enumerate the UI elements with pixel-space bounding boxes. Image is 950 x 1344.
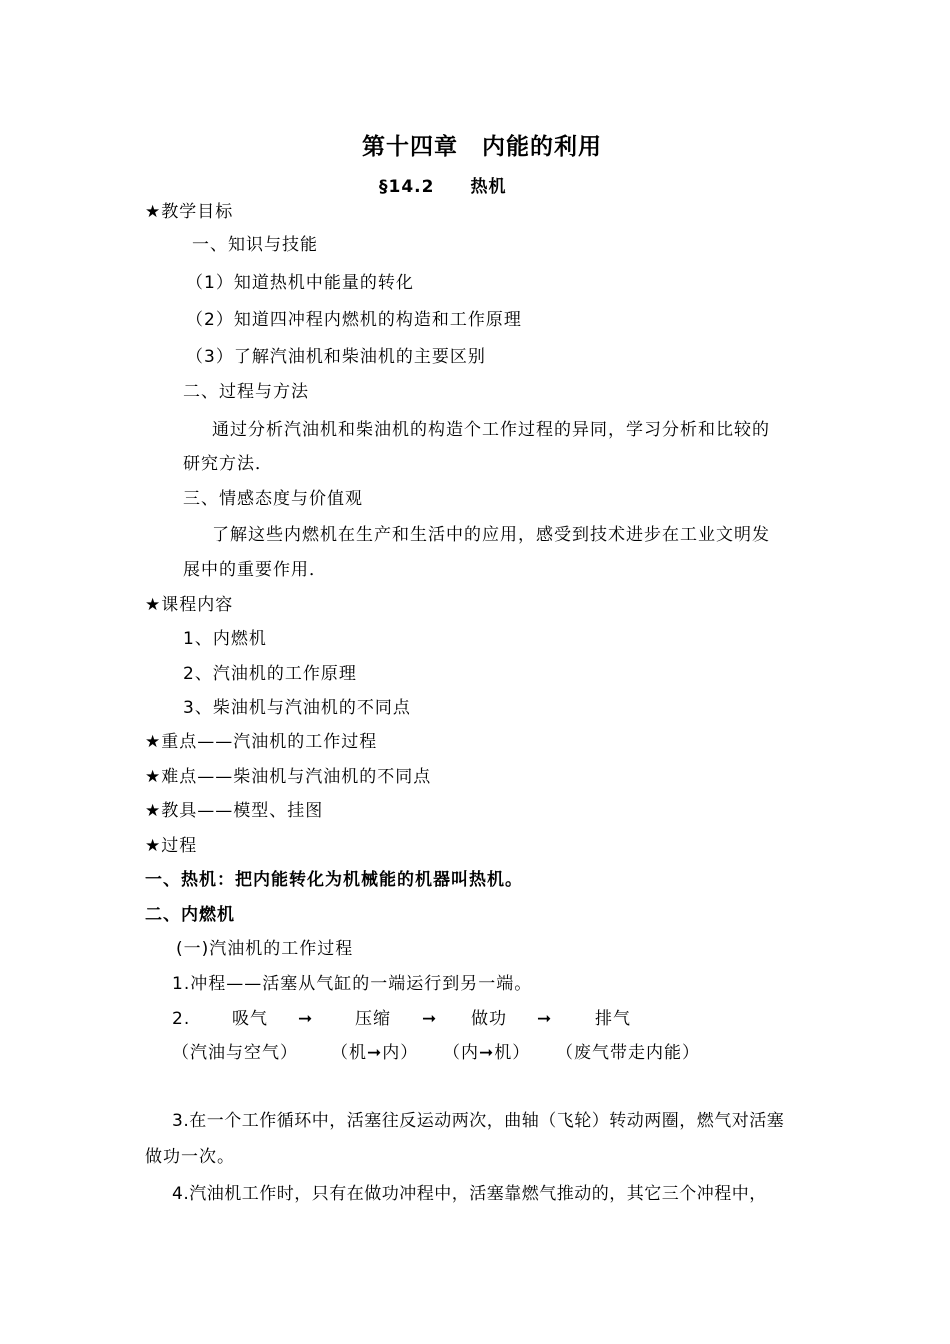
stroke-definition: 1.冲程——活塞从气缸的一端运行到另一端。 (172, 974, 533, 994)
work-cycle-text: 做功一次。 (145, 1147, 235, 1167)
process-method-text: 研究方法． (183, 454, 273, 474)
stroke-flow (0, 1008, 950, 1030)
knowledge-item: （2）知道四冲程内燃机的构造和工作原理 (186, 310, 522, 330)
work-cycle-text: 3.在一个工作循环中，活塞往反运动两次，曲轴（飞轮）转动两圈，燃气对活塞 (172, 1111, 785, 1131)
knowledge-item: （3）了解汽油机和柴油机的主要区别 (186, 347, 486, 367)
stroke-flow-notes (0, 1042, 950, 1064)
power-stroke-text: 4.汽油机工作时，只有在做功冲程中，活塞靠燃气推动的，其它三个冲程中， (172, 1184, 767, 1204)
flow-step: 压缩 (355, 1009, 391, 1029)
process-method-heading: 二、过程与方法 (183, 382, 309, 402)
difficulty: ★难点——柴油机与汽油机的不同点 (145, 767, 432, 787)
arrow-icon: ➞ (298, 1009, 314, 1029)
emotion-text: 了解这些内燃机在生产和生活中的应用，感受到技术进步在工业文明发 (212, 525, 770, 545)
arrow-icon: ➞ (422, 1009, 438, 1029)
flow-step: 做功 (471, 1009, 507, 1029)
content-item: 1、内燃机 (183, 629, 267, 649)
key-point: ★重点——汽油机的工作过程 (145, 732, 378, 752)
subsection-gasoline-engine: (一)汽油机的工作过程 (176, 939, 354, 959)
flow-note: （内➞机） (443, 1043, 531, 1063)
process-method-text: 通过分析汽油机和柴油机的构造个工作过程的异同，学习分析和比较的 (212, 420, 770, 440)
knowledge-item: （1）知道热机中能量的转化 (186, 273, 414, 293)
knowledge-heading: 一、知识与技能 (192, 235, 318, 255)
flow-number: 2. (172, 1009, 191, 1029)
flow-note: （废气带走内能） (556, 1043, 700, 1063)
flow-note: （机➞内） (331, 1043, 419, 1063)
flow-step: 吸气 (232, 1009, 268, 1029)
teaching-tools: ★教具——模型、挂图 (145, 801, 324, 821)
arrow-icon: ➞ (537, 1009, 553, 1029)
section-heat-engine: 一、热机：把内能转化为机械能的机器叫热机。 (145, 870, 523, 890)
content-heading: ★课程内容 (145, 595, 234, 615)
flow-note: （汽油与空气） (172, 1043, 298, 1063)
section-subtitle: §14.2 热机 (379, 177, 507, 197)
section-internal-combustion: 二、内燃机 (145, 905, 235, 925)
process-heading: ★过程 (145, 836, 198, 856)
flow-step: 排气 (595, 1009, 631, 1029)
emotion-text: 展中的重要作用． (183, 560, 327, 580)
content-item: 3、柴油机与汽油机的不同点 (183, 698, 411, 718)
page-title: 第十四章 内能的利用 (362, 134, 602, 160)
emotion-heading: 三、情感态度与价值观 (183, 489, 363, 509)
content-item: 2、汽油机的工作原理 (183, 664, 357, 684)
objectives-heading: ★教学目标 (145, 202, 234, 222)
